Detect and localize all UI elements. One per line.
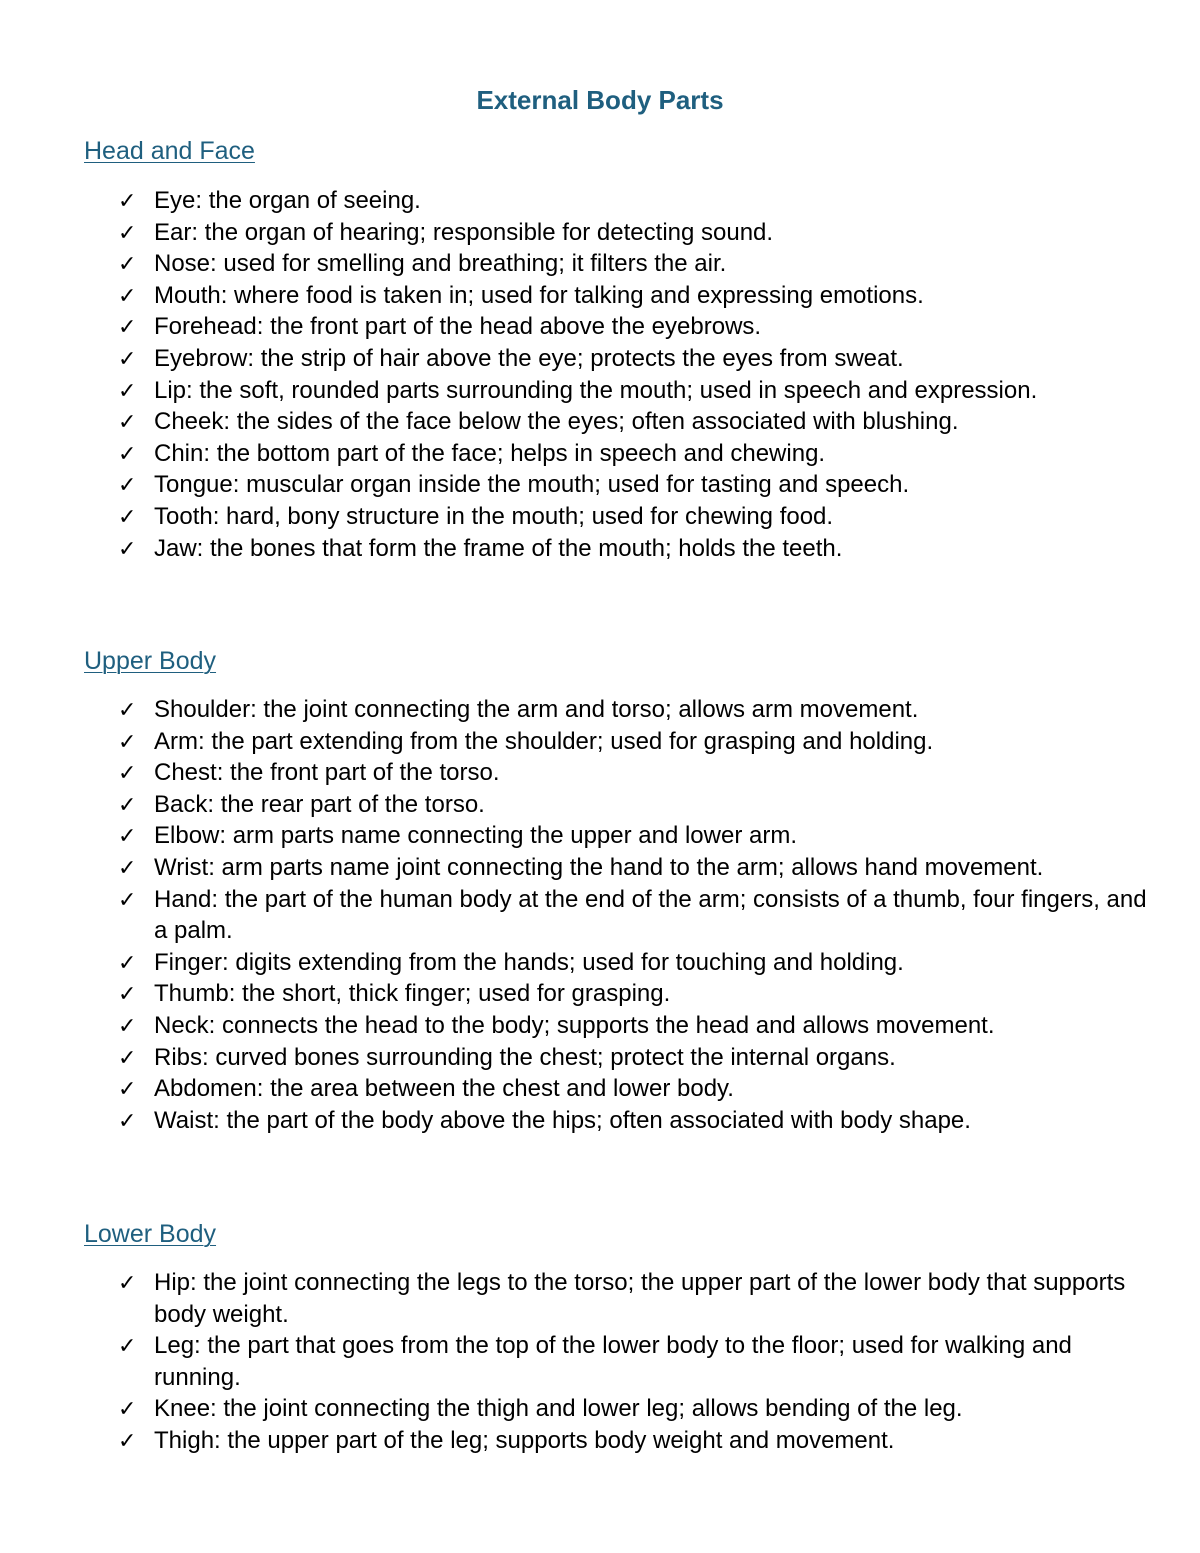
section-heading-upper-body: Upper Body [84,647,217,675]
list-item-text: Finger: digits extending from the hands; used for touching and holding. [154,948,904,976]
list-item-text: Thigh: the upper part of the leg; supports body weight and movement. [154,1426,895,1454]
check-mark-icon: ✓ [118,377,137,403]
list-item [118,852,1148,884]
list-item-text: Hip: the joint connecting the legs to the torso; the upper part of the lower body that supports body weight. [154,1269,1126,1328]
list-item-text: Lip: the soft, rounded parts surrounding the mouth; used in speech and expression. [154,376,1038,404]
list-item-text: Ribs: curved bones surrounding the chest; protect the internal organs. [154,1043,896,1071]
list-lower-body [118,1267,1148,1457]
list-item [118,1267,1148,1330]
list-item [118,978,1148,1010]
list-upper-body [118,694,1148,1136]
list-item-text: Ear: the organ of hearing; responsible for detecting sound. [154,218,774,246]
check-mark-icon: ✓ [118,886,137,912]
list-item [118,1330,1148,1393]
list-item [118,947,1148,979]
check-mark-icon: ✓ [118,440,137,466]
check-mark-icon: ✓ [118,823,137,849]
check-mark-icon: ✓ [118,1076,137,1102]
list-item-text: Tongue: muscular organ inside the mouth; used for tasting and speech. [154,471,910,499]
check-mark-icon: ✓ [118,282,137,308]
list-item-text: Abdomen: the area between the chest and lower body. [154,1075,734,1103]
check-mark-icon: ✓ [118,535,137,561]
check-mark-icon: ✓ [118,854,137,880]
list-item [118,789,1148,821]
check-mark-icon: ✓ [118,1012,137,1038]
check-mark-icon: ✓ [118,1396,137,1422]
list-item-text: Forehead: the front part of the head above the eyebrows. [154,313,762,341]
check-mark-icon: ✓ [118,1427,137,1453]
check-mark-icon: ✓ [118,314,137,340]
section-heading-head-and-face: Head and Face [84,137,255,165]
list-item [118,533,1148,565]
list-item-text: Mouth: where food is taken in; used for talking and expressing emotions. [154,281,924,309]
list-item [118,311,1148,343]
list-item-text: Nose: used for smelling and breathing; it filters the air. [154,250,727,278]
check-mark-icon: ✓ [118,345,137,371]
check-mark-icon: ✓ [118,219,137,245]
check-mark-icon: ✓ [118,697,137,722]
list-item [118,1393,1148,1425]
check-mark-icon: ✓ [118,1044,137,1070]
check-mark-icon: ✓ [118,472,137,498]
list-item-text: Back: the rear part of the torso. [154,790,485,818]
list-item-text: Thumb: the short, thick finger; used for grasping. [154,980,671,1008]
list-item [118,1010,1148,1042]
check-mark-icon: ✓ [118,981,137,1007]
check-mark-icon: ✓ [118,503,137,529]
page-title: External Body Parts [476,85,724,115]
list-item [118,884,1148,947]
list-item [118,375,1148,407]
list-item [118,501,1148,533]
check-mark-icon: ✓ [118,949,137,975]
list-item-text: Chin: the bottom part of the face; helps in speech and chewing. [154,439,826,467]
list-item-text: Shoulder: the joint connecting the arm and torso; allows arm movement. [154,696,919,723]
list-item-text: Leg: the part that goes from the top of the lower body to the floor; used for walking and running. [154,1332,1072,1391]
list-item-text: Eyebrow: the strip of hair above the eye; protects the eyes from sweat. [154,344,904,372]
check-mark-icon: ✓ [118,791,137,817]
check-mark-icon: ✓ [118,728,137,754]
list-item-text: Hand: the part of the human body at the end of the arm; consists of a thumb, four fingers, and a palm. [154,885,1147,945]
list-item [118,1042,1148,1074]
list-item-text: Cheek: the sides of the face below the eyes; often associated with blushing. [154,408,959,436]
check-mark-icon: ✓ [118,760,137,786]
list-item [118,1073,1148,1105]
check-mark-icon: ✓ [118,1270,137,1295]
list-item-text: Waist: the part of the body above the hips; often associated with body shape. [154,1106,971,1134]
check-mark-icon: ✓ [118,1333,137,1359]
list-item [118,726,1148,758]
list-item [118,469,1148,501]
list-item [118,1425,1148,1457]
check-mark-icon: ✓ [118,409,137,435]
list-item [118,820,1148,852]
list-item-text: Neck: connects the head to the body; supports the head and allows movement. [154,1011,995,1039]
check-mark-icon: ✓ [118,251,137,277]
list-item [118,185,1148,217]
list-item-text: Arm: the part extending from the shoulder; used for grasping and holding. [154,727,934,755]
check-mark-icon: ✓ [118,1107,137,1133]
list-item-text: Jaw: the bones that form the frame of the mouth; holds the teeth. [154,534,843,562]
list-item [118,757,1148,789]
list-item-text: Wrist: arm parts name joint connecting the hand to the arm; allows hand movement. [154,853,1044,881]
list-item-text: Eye: the organ of seeing. [154,187,421,214]
check-mark-icon: ✓ [118,188,137,213]
list-item-text: Elbow: arm parts name connecting the upper and lower arm. [154,822,797,850]
list-item [118,694,1148,726]
section-heading-lower-body: Lower Body [84,1220,217,1248]
list-item [118,1105,1148,1137]
list-item [118,280,1148,312]
list-item [118,343,1148,375]
list-item-text: Chest: the front part of the torso. [154,759,500,787]
list-head-and-face [118,185,1148,564]
list-item [118,438,1148,470]
list-item [118,217,1148,249]
list-item [118,248,1148,280]
list-item [118,406,1148,438]
list-item-text: Tooth: hard, bony structure in the mouth; used for chewing food. [154,502,834,530]
list-item-text: Knee: the joint connecting the thigh and lower leg; allows bending of the leg. [154,1395,963,1423]
